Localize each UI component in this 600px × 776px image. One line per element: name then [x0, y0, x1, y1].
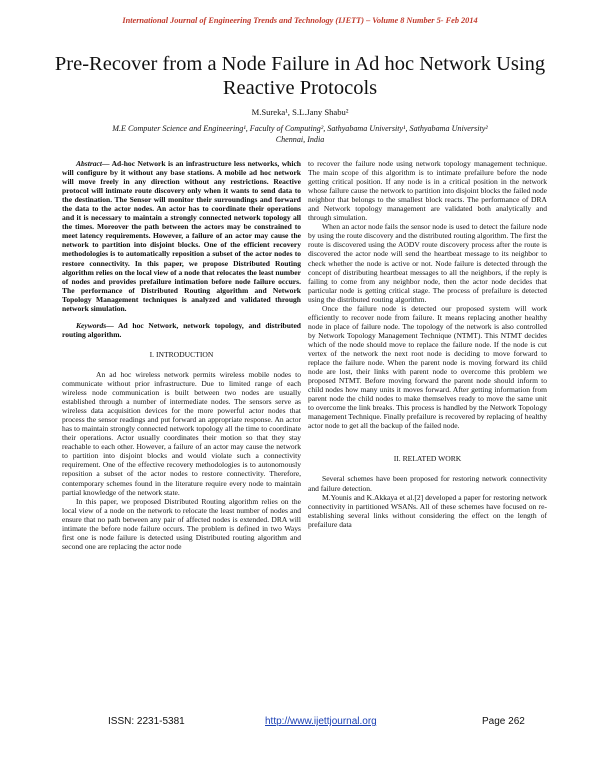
- related-paragraph-1: Several schemes have been proposed for restoring network connectivity and failure detection.: [308, 474, 547, 493]
- abstract-label: Abstract—: [76, 159, 110, 168]
- abstract-paragraph: [62, 159, 301, 313]
- page-footer: [0, 716, 600, 730]
- paper-affiliation: [40, 124, 560, 145]
- journal-header: International Journal of Engineering Trends and Technology (IJETT) – Volume 8 Number 5- Feb 2014: [122, 16, 478, 25]
- intro-paragraph-1: An ad hoc wireless network permits wireless mobile nodes to communicate without prior infrastructure. Due to limited range of each wireless node communication is built between two nodes are usually established through a number of intermediate nodes. The sensors serve as wireless data acquisition devices for the more powerful actor nodes that process the sensor readings and put forward an appropriate response. An actor has to maintain strongly connected network topology all the time to coordinate their operations. Actor usually coordinates their motion so that they stay reachable to each other. However, a failure of an actor may cause the network to partition into disjoint blocks and would violate such a connectivity requirement. One of the effective recovery methodologies is to autonomously reposition a subset of the actor nodes to restore connectivity. Therefore, contemporary schemes found in the literature require every node to maintain partial knowledge of the network state.: [62, 369, 301, 497]
- paper-authors: M.Sureka¹, S.L.Jany Shabu²: [251, 107, 349, 117]
- paper-title: Pre-Recover from a Node Failure in Ad hoc Network Using Reactive Protocols: [54, 53, 546, 99]
- keywords-text: Ad hoc Network, network topology, and distributed routing algorithm.: [62, 320, 301, 339]
- heading-introduction: I. INTRODUCTION: [149, 349, 214, 359]
- body-paragraph-3: Once the failure node is detected our proposed system will work efficiently to recover node from failure. It means replacing another healthy node in place of failure node. The topology of the network is also controlled by Network Topology Management Technique (NTMT). This NTMT decides which of the node should move to replace the failure node. If the node is cut vertex of the network the next root node is deciding to move forward to replace the failure node. When the parent node is moving forward its child node are lost, their links with parent node to overcome this problem we proposed NTMT. Before moving forward the parent node should inform to child nodes how many units it moves forward. After getting information from parent node the child nodes to make themselves ready to move the same unit to overcome the link breaks. This process is handled by the Network Topology management Technique. Finally prefailure is recovered by replacing of healthy actor node to get all the backup of the failed node.: [308, 303, 547, 431]
- right-column: [308, 159, 547, 529]
- abstract-text: Ad-hoc Network is an infrastructure less networks, which will configure by it without any base stations. A mobile ad hoc network will move freely in any direction without any restrictions. Reactive protocol will intimate route discovery only when it wants to send data to the destination. The Sensor will monitor their surroundings and forward the data to the actor nodes. An actor has to coordinate their operations and it is necessary to maintain a strongly connected network topology all the times. Moreover the path between the actors may be constrained to meet latency requirements. However, a failure of an actor may cause the network to partition into disjoint blocks. One of the efficient recovery methodologies is to automatically reposition a subset of the actor nodes to restore connectivity. In this paper, we propose Distributed Routing algorithm relies on the local view of a node that relocates the least number of nodes and provides prefailure intimation before node failure occurs. The performance of Distributed Routing algorithm and Network Topology Management techniques is analyzed and validated through network simulation.: [62, 159, 301, 313]
- heading-related-work: II. RELATED WORK: [393, 454, 462, 464]
- footer-page-number: Page 262: [482, 716, 525, 727]
- related-paragraph-2: M.Younis and K.Akkaya et al.[2] developed a paper for restoring network connectivity in partitioned WSANs. All of these schemes have focused on re-establishing several links without considering the effect on the length of prefailure data: [308, 492, 547, 529]
- body-paragraph-2: When an actor node fails the sensor node is used to detect the failure node by using the route discovery and the distributed routing algorithm. The first the route is discovered using the AODV route discovery process after the route is discovered the actor node will send the heartbeat message to its neighbor to check whether the node is active or not. Node failure is detected through the concept of distributing heartbeat messages to all the neighbors, if the reply is failing to come from any neighbor node, then the actor node decides that particular node is getting critical stage. The process of prefailure is detected using the distributed routing algorithm.: [308, 222, 548, 304]
- left-column: [62, 159, 301, 551]
- affiliation-line-1: M.E Computer Science and Engineering¹, Faculty of Computing², Sathyabama University¹, Sathyabama University²: [112, 124, 488, 133]
- body-paragraph-1: to recover the failure node using network topology management technique. The main scope of this algorithm is to intimate prefailure before the node getting critical position. If any node is in a critical position in the network whose failure cause the network to partition into disjoint blocks the failed node neighbor that belongs to the smallest block reacts. The performance of DRA and Network topology management are validated both analytically and through simulation.: [308, 159, 547, 223]
- footer-journal-link[interactable]: http://www.ijettjournal.org: [265, 716, 377, 727]
- footer-issn: ISSN: 2231-5381: [108, 716, 185, 727]
- keywords-paragraph: [62, 321, 301, 339]
- intro-paragraph-2: In this paper, we proposed Distributed Routing algorithm relies on the local view of a node on the network to relocate the least number of nodes and ensure that no path between any pair of affected nodes is extended. DRA will intimate the before node failure occurs. The problem is defined in two Ways first one is node failure is detected using Distributed routing algorithm and second one are replacing the actor node: [62, 496, 301, 551]
- keywords-label: Keywords—: [76, 320, 114, 330]
- affiliation-line-2: Chennai, India: [275, 134, 325, 144]
